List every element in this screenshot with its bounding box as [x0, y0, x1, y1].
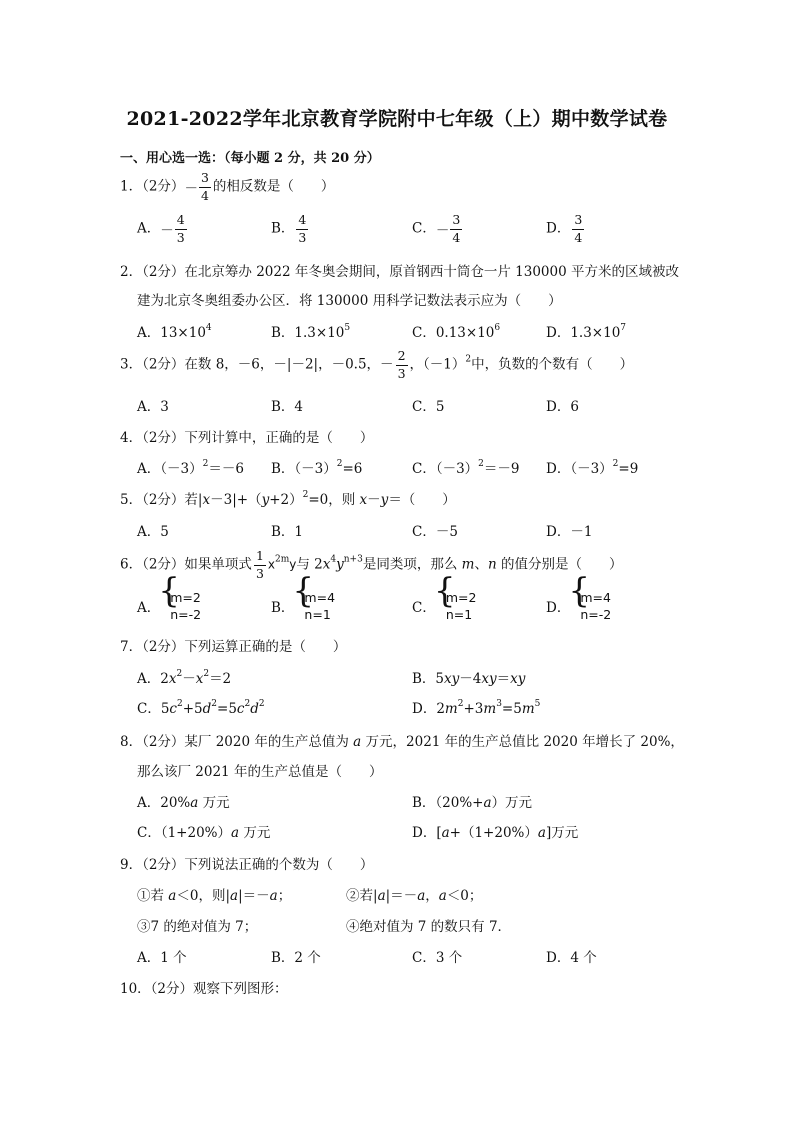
q1-option-a[interactable]: A．－ $\frac{4}{3}$: [137, 212, 185, 245]
question-4: 4．（2分）下列计算中，正确的是（ ）: [120, 430, 374, 446]
question-number: 1．（2分）: [120, 178, 185, 195]
q3-option-b[interactable]: B．4: [271, 399, 304, 415]
q7-option-c[interactable]: C．$5c^2+5d^2=5c^2d^2$: [137, 699, 265, 717]
q9-option-c[interactable]: C．3 个: [412, 950, 463, 966]
question-5: 5．（2分）若$|x-3|+(y+2)^2=0$，则 x－y＝（ ）: [120, 490, 456, 508]
q1-option-b[interactable]: B． $\frac{4}{3}$: [271, 212, 307, 245]
question-6: 6．（2分）如果单项式 $\frac{1}{3}$ $x^{2m}y$与 $2x^4y^{n+3}$是同类项，那么 m、n 的值分别是（ ）: [120, 548, 623, 581]
q2-option-c[interactable]: C．$0.13\times 10^6$: [412, 323, 501, 341]
q4-option-b[interactable]: B．$(-3)^2=6$: [271, 459, 363, 477]
q9-statement-2: ②若|a|＝－a，a＜0；: [346, 888, 483, 904]
q3-option-d[interactable]: D．6: [546, 399, 579, 415]
q9-statement-3: ③7 的绝对值为 7；: [137, 919, 258, 935]
q9-option-d[interactable]: D．4 个: [546, 950, 597, 966]
question-10: 10．（2分）观察下列图形：: [120, 981, 288, 997]
q5-option-a[interactable]: A．5: [137, 524, 169, 540]
question-7: 7．（2分）下列运算正确的是（ ）: [120, 639, 347, 655]
question-1: 1．（2分）－ $\frac{3}{4}$ 的相反数是（ ）: [120, 170, 335, 203]
q5-option-b[interactable]: B．1: [271, 524, 304, 540]
q5-option-c[interactable]: C．－5: [412, 524, 458, 540]
page-title: 2021-2022学年北京教育学院附中七年级（上）期中数学试卷: [126, 108, 668, 130]
question-3: 3．（2分）在数 8，－6，－|－2|，－0.5，－ $\frac{2}{3}$ ，$(-1)^2$中，负数的个数有（ ）: [120, 348, 634, 381]
q9-option-b[interactable]: B．2 个: [271, 950, 321, 966]
question-text: 的相反数是（ ）: [212, 178, 335, 195]
q1-option-c[interactable]: C．－ $\frac{3}{4}$: [412, 212, 461, 245]
question-9: 9．（2分）下列说法正确的个数为（ ）: [120, 857, 374, 873]
q9-option-a[interactable]: A．1 个: [137, 950, 187, 966]
question-2-line-1: 2．（2分）在北京筹办 2022 年冬奥会期间，原首钢西十筒仓一片 130000 平方米的区域被改: [120, 264, 679, 280]
question-2-line-2: 建为北京冬奥组委办公区．将 130000 用科学记数法表示应为（ ）: [137, 293, 562, 309]
q6-option-d[interactable]: D．{ m=4 n=-2: [546, 589, 611, 623]
q2-option-d[interactable]: D．$1.3\times 10^7$: [546, 323, 627, 341]
q4-option-a[interactable]: A．$(-3)^2=-6$: [137, 459, 244, 477]
fraction: $\frac{3}{4}$: [200, 170, 209, 203]
q9-statement-1: ①若 a＜0，则|a|＝－a；: [137, 888, 292, 904]
q4-option-c[interactable]: C．$(-3)^2=-9$: [412, 459, 520, 477]
q1-option-d[interactable]: D． $\frac{3}{4}$: [546, 212, 583, 245]
q4-option-d[interactable]: D．$(-3)^2=9$: [546, 459, 639, 477]
q2-option-b[interactable]: B．$1.3\times 10^5$: [271, 323, 351, 341]
q5-option-d[interactable]: D．－1: [546, 524, 593, 540]
q8-option-a[interactable]: A．20%a 万元: [137, 795, 230, 811]
q8-option-c[interactable]: C．（1+20%）a 万元: [137, 825, 271, 841]
q3-option-a[interactable]: A．3: [137, 399, 169, 415]
q7-option-b[interactable]: B．5xy－4xy＝xy: [412, 671, 526, 687]
q3-option-c[interactable]: C．5: [412, 399, 445, 415]
q6-option-b[interactable]: B．{ m=4 n=1: [271, 589, 335, 623]
q6-option-c[interactable]: C．{ m=2 n=1: [412, 589, 476, 623]
q7-option-a[interactable]: A．$2x^2-x^2=2$: [137, 669, 232, 687]
question-8-line-2: 那么该厂 2021 年的生产总值是（ ）: [137, 764, 383, 780]
q9-statement-4: ④绝对值为 7 的数只有 7．: [346, 919, 512, 935]
section-heading: 一、用心选一选：（每小题 2 分，共 20 分）: [120, 151, 380, 166]
q8-option-d[interactable]: D．[a+（1+20%）a]万元: [412, 825, 579, 841]
q7-option-d[interactable]: D．$2m^2+3m^3=5m^5$: [412, 699, 541, 717]
q6-option-a[interactable]: A．{ m=2 n=-2: [137, 589, 201, 623]
q8-option-b[interactable]: B．（20%+a）万元: [412, 795, 533, 811]
q2-option-a[interactable]: A．$13\times 10^4$: [137, 323, 212, 341]
question-8-line-1: 8．（2分）某厂 2020 年的生产总值为 a 万元，2021 年的生产总值比 2020 年增长了 20%，: [120, 734, 684, 750]
